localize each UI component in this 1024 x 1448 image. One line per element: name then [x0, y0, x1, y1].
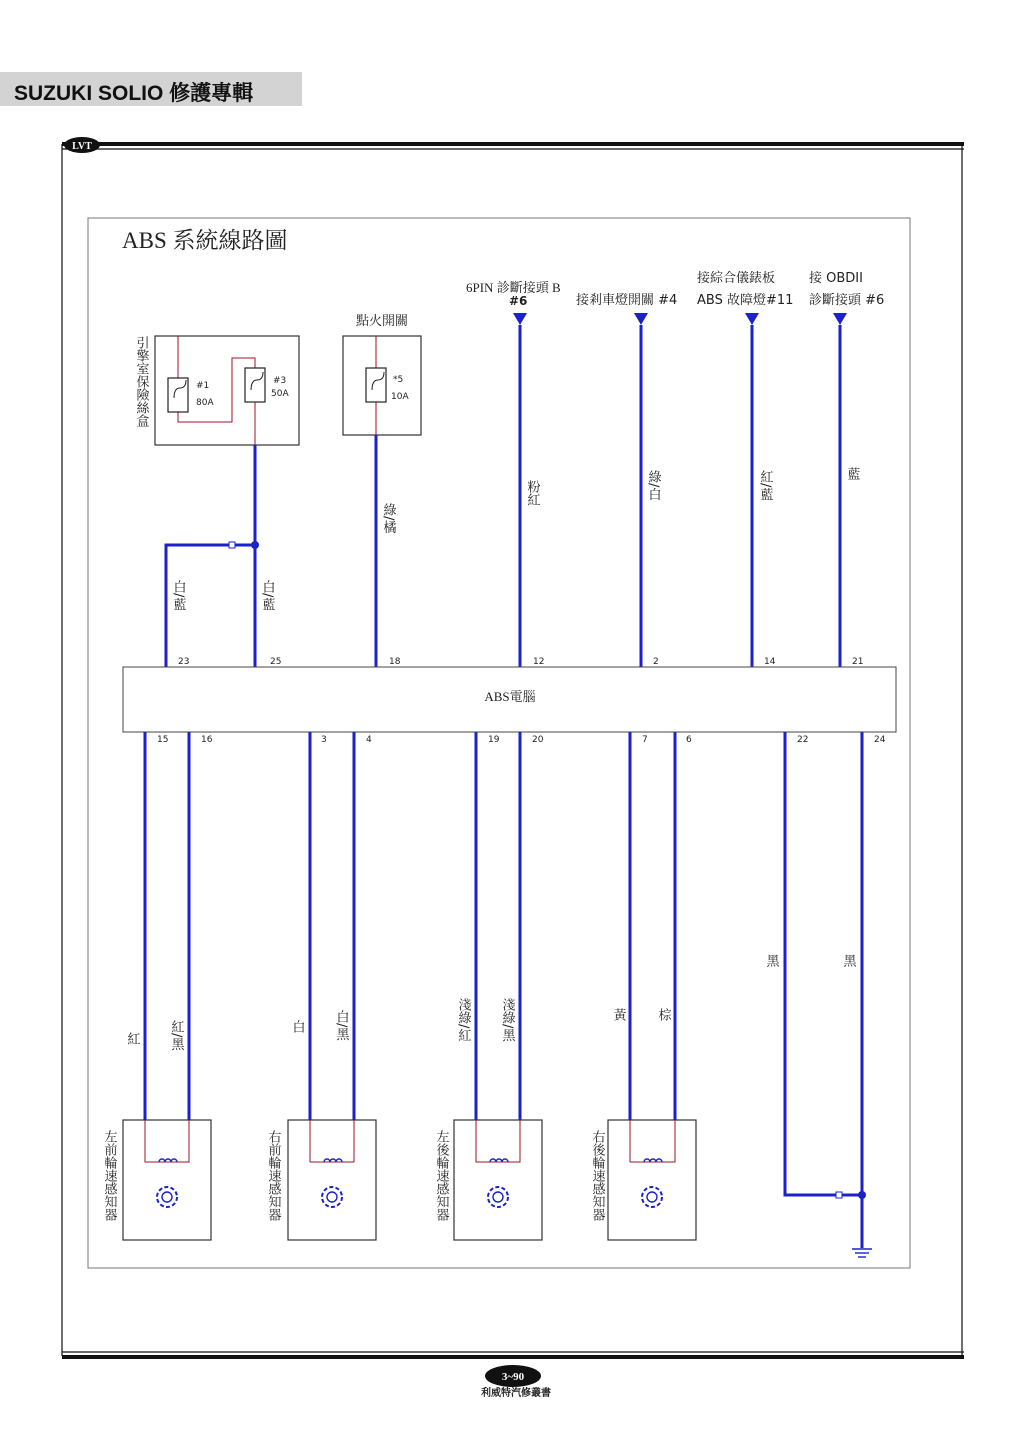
pin-number-6: 6 [686, 735, 692, 745]
engine-fuse-box [155, 336, 299, 445]
ground-splice-marker [836, 1192, 842, 1198]
sensor-label-right-rear: 右後輪速感知器 [589, 1130, 605, 1221]
pin-number-12: 12 [533, 657, 545, 667]
diagram-title: ABS 系統線路圖 [122, 228, 288, 253]
fuse-1-rating: 80A [196, 398, 214, 408]
pin-number-4: 4 [366, 735, 372, 745]
wire-label-pin-20: 淺綠/黑 [499, 998, 515, 1042]
ground-splice-dot [858, 1191, 866, 1199]
wire-label-pin-12: 粉紅 [524, 480, 540, 506]
connector-obd-line1: 接 OBDII [809, 271, 863, 286]
pin-number-18: 18 [389, 657, 401, 667]
connector-arrow-obd [833, 313, 847, 325]
page-number: 3~90 [501, 1371, 525, 1383]
wire-label-pin-23: 白/藍 [170, 580, 186, 611]
fuse-3-id: #3 [273, 376, 287, 386]
pin-number-20: 20 [532, 735, 544, 745]
wire-label-pin-18: 綠/橘 [380, 503, 396, 534]
pin-number-16: 16 [201, 735, 213, 745]
sensor-label-left-front: 左前輪速感知器 [101, 1130, 117, 1221]
fuse-1-symbol [168, 378, 188, 412]
page-number-badge [485, 1365, 541, 1387]
connector-6pin-line2: #6 [509, 294, 528, 308]
pin-number-19: 19 [488, 735, 500, 745]
wire-label-pin-3: 白 [289, 1020, 305, 1033]
connector-obd-line2: 診斷接頭 #6 [809, 293, 885, 308]
connector-brake-switch: 接剎車燈開關 #4 [576, 293, 678, 308]
connector-6pin-line1: 6PIN 診斷接頭 B [466, 280, 561, 295]
page-header-title: SUZUKI SOLIO 修護專輯 [14, 82, 254, 105]
fuse-5-symbol [366, 368, 386, 402]
lvt-logo [64, 137, 100, 153]
logo-text: LVT [72, 141, 92, 152]
sensor-right-front [288, 1120, 376, 1240]
wire-label-pin-16: 紅/黑 [168, 1020, 184, 1051]
fuse-3-rating: 50A [271, 389, 289, 399]
pin-number-3: 3 [321, 735, 327, 745]
publisher-name: 利威特汽修叢書 [481, 1388, 551, 1399]
connector-meter-line1: 接綜合儀錶板 [697, 271, 776, 286]
wire-label-pin-25: 白/藍 [259, 580, 275, 611]
connector-arrow-brake [634, 313, 648, 325]
wire-label-pin-4: 白/黑 [333, 1010, 349, 1041]
ignition-switch [343, 336, 421, 435]
ignition-switch-label: 點火開關 [356, 314, 409, 329]
fuse-3-symbol [245, 368, 265, 402]
fuse-box-label: 引擎室保險絲盒 [133, 336, 149, 427]
splice-dot-top [251, 541, 259, 549]
sensor-label-left-rear: 左後輪速感知器 [433, 1130, 449, 1221]
pin-number-14: 14 [764, 657, 776, 667]
ground-symbol [852, 1249, 872, 1257]
connector-arrow-6pin [513, 313, 527, 325]
wire-label-pin-24: 黑 [840, 954, 856, 967]
pin-number-21: 21 [852, 657, 864, 667]
wire-label-pin-15: 紅 [124, 1032, 140, 1045]
fuse-1-id: #1 [196, 381, 210, 391]
wire-label-pin-2: 綠/白 [645, 470, 661, 501]
fuse-5-rating: 10A [391, 392, 409, 402]
wire-label-pin-21: 藍 [844, 467, 860, 480]
splice-marker [229, 542, 235, 548]
wire-label-pin-14: 紅/藍 [757, 470, 773, 501]
pin-number-15: 15 [157, 735, 169, 745]
wire-label-pin-7: 黃 [610, 1008, 626, 1021]
pin-number-23: 23 [178, 657, 190, 667]
sensor-left-rear [454, 1120, 542, 1240]
pin-number-7: 7 [642, 735, 648, 745]
sensor-right-rear [608, 1120, 696, 1240]
wire-label-pin-19: 淺綠/紅 [455, 998, 471, 1042]
pin-number-2: 2 [653, 657, 659, 667]
pin-number-22: 22 [797, 735, 809, 745]
sensor-label-right-front: 右前輪速感知器 [265, 1130, 281, 1221]
sensor-left-front [123, 1120, 211, 1240]
wire-label-pin-6: 棕 [655, 1008, 671, 1021]
fuse-5-id: *5 [393, 375, 404, 385]
wire-label-pin-22: 黑 [763, 954, 779, 967]
abs-ecu-label: ABS電腦 [484, 689, 536, 704]
connector-meter-line2: ABS 故障燈#11 [697, 293, 794, 308]
pin-number-24: 24 [874, 735, 886, 745]
pin-number-25: 25 [270, 657, 282, 667]
connector-arrow-meter [745, 313, 759, 325]
